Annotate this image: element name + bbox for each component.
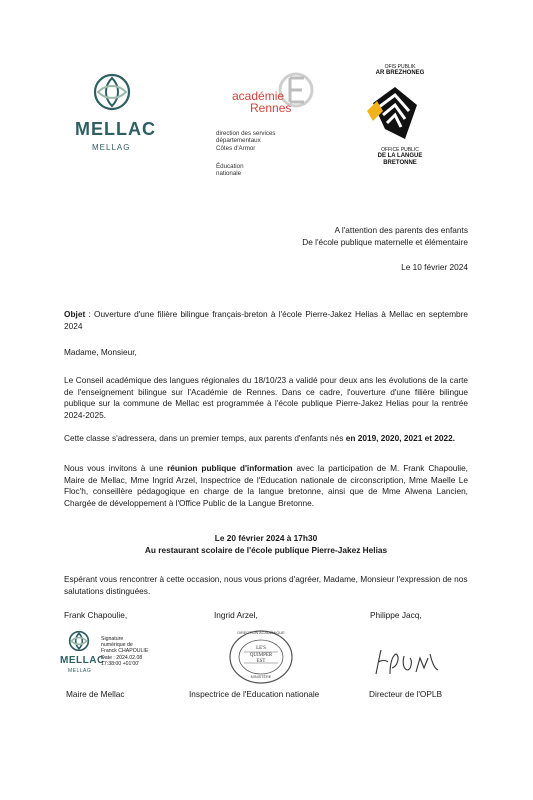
objet-paragraph: [64, 309, 468, 332]
mellac-small-subname: MELLAG: [68, 668, 92, 674]
paragraph-1: Le Conseil académique des langues régionales du 18/10/23 a validé pour deux ans les évolutions de la carte de l'enseignement bilingue sur l'Académie de Rennes. Dans ce cadre, l'ouverture d'une filière bilingue publique sur la commune de Mellac est programmée à l'école publique Pierre-Jakez Helias pour la rentrée 2024-2025.: [64, 375, 468, 420]
paragraph-3: [64, 463, 468, 509]
closing-paragraph: Espérant vous rencontrer à cette occasion, nous vous prions d'agréer, Madame, Monsieur l'expression de nos salutations distinguées.: [64, 574, 468, 596]
mellac-emblem-icon: [68, 630, 90, 652]
mellac-small-logo: [60, 630, 105, 680]
letter-date: Le 10 février 2024: [401, 262, 468, 272]
academie-direction-line: Côtes d'Armor: [216, 144, 256, 152]
academie-logo: [210, 68, 330, 188]
objet-text: : Ouverture d'une filière bilingue français-breton à l'école Pierre-Jakez Helias à Mellac en septembre 2024: [64, 309, 468, 331]
mellac-logo-name: MELLAC: [75, 119, 156, 139]
paragraph-2-years: en 2019, 2020, 2021 et 2022.: [345, 433, 456, 443]
paragraph-3-meeting: réunion publique d'information: [167, 463, 293, 473]
signatory-name: Frank Chapoulie,: [64, 610, 128, 620]
oplb-emblem-icon: [365, 81, 435, 145]
greeting: Madame, Monsieur,: [64, 347, 137, 357]
signatory-title: Directeur de l'OPLB: [369, 689, 443, 699]
paragraph-3-text: avec la participation de M. Frank Chapoulie, Maire de Mellac, Mme Ingrid Arzel, Inspectrice de l'Education nationale de circonscription, Mme Maelle Le Floc'h, conseillère pédagogique en charge de la langue bretonne, ainsi que de Mme Alwena Lancien, Chargée de développement à l'Office Public de la Langue Bretonne.: [64, 463, 468, 508]
academie-direction-line: départementaux: [216, 137, 261, 145]
objet-label: Objet: [64, 309, 86, 319]
stamp-text: LE'S: [256, 646, 266, 651]
oplb-top-line: AR BREZHONEG: [375, 70, 425, 76]
oplb-bottom-line: BRETONNE: [383, 160, 417, 166]
academie-direction-line: direction des services: [216, 130, 276, 137]
oplb-top-line: OFIS PUBLIK: [384, 64, 416, 70]
stamp-text: DIRECTION ACADÉMIQUE: [237, 631, 285, 635]
paragraph-2-text: Cette classe s'adressera, dans un premier temps, aux parents d'enfants nés: [64, 433, 346, 443]
stamp-text: MINISTÈRE: [250, 675, 272, 679]
official-stamp: [228, 628, 294, 686]
mellac-emblem-icon: [92, 72, 132, 112]
recipient-line: A l'attention des parents des enfants: [334, 225, 468, 235]
signatory-name: Ingrid Arzel,: [214, 610, 258, 620]
signatory-name: Philippe Jacq,: [370, 610, 422, 620]
academie-education-line: nationale: [216, 170, 242, 178]
signatory-title: Inspectrice de l'Education nationale: [189, 689, 320, 699]
oplb-logo: [360, 64, 440, 184]
stamp-text: QUIMPER: [249, 653, 273, 658]
digital-signature-line: Signature: [101, 636, 124, 642]
oplb-bottom-line: OFFICE PUBLIC: [381, 147, 419, 153]
academie-direction: [216, 130, 276, 152]
event-date: Le 20 février 2024 à 17h30: [214, 533, 318, 543]
paragraph-2: [64, 433, 468, 445]
academie-education-line: Éducation: [216, 163, 244, 170]
digital-signature-caption: [101, 636, 148, 667]
digital-signature-line: Date : 2024.02.08: [101, 654, 143, 661]
recipient-line: De l'école publique maternelle et élémentaire: [302, 237, 468, 247]
academie-education: [216, 163, 244, 178]
stamp-text: EST: [256, 659, 266, 664]
handwritten-signature: [372, 644, 442, 678]
mellac-small-name: MELLAC: [60, 655, 105, 666]
digital-signature-line: 17:38:00 +01'00': [101, 660, 140, 667]
mellac-logo: [72, 72, 156, 164]
signatory-title: Maire de Mellac: [66, 689, 125, 699]
academie-name: académie: [232, 89, 285, 103]
academie-city: Rennes: [250, 101, 292, 115]
mellac-logo-subname: MELLAG: [92, 143, 131, 152]
paragraph-3-text: Nous vous invitons à une: [64, 463, 168, 473]
digital-signature-line: Franck CHAPOULIE: [101, 648, 149, 655]
oplb-bottom-line: DE LA LANGUE: [377, 153, 423, 159]
digital-signature-line: numérique de: [101, 642, 133, 649]
event-place: Au restaurant scolaire de l'école publique Pierre-Jakez Helias: [144, 545, 388, 555]
